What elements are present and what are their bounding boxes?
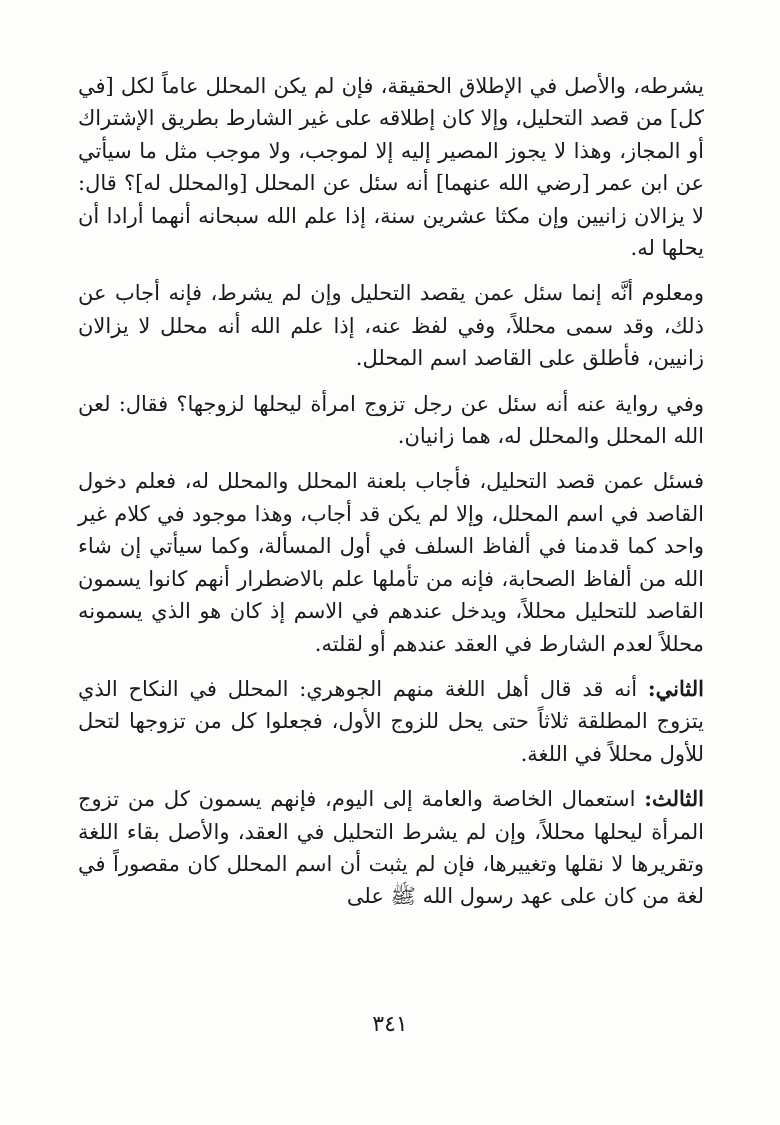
paragraph-text: يشرطه، والأصل في الإطلاق الحقيقة، فإن لم يكن المحلل عاماً لكل [في كل] من قصد التحليل، وإلا كان إطلاقه على غير الشارط بطريق الإشتراك أو المجاز، وهذا لا يجوز المصير إليه إلا لموجب، ولا موجب مثل ما سيأتي عن ابن عمر [رضي الله عنهما] أنه سئل عن المحلل [والمحلل له]؟ قال: لا يزالان زانيين وإن مكثا عشرين سنة، إذا علم الله سبحانه أنهما أرادا أن يحلها له. [78,74,704,261]
second-point-text: أنه قد قال أهل اللغة منهم الجوهري: المحلل في النكاح الذي يتزوج المطلقة ثلاثاً حتى يحل للزوج الأول، فجعلوا كل من تزوجها لتحل للأول محللاً في اللغة. [78,676,704,766]
paragraph-third-point [78,783,704,913]
page-body [78,70,704,926]
third-point-text: استعمال الخاصة والعامة إلى اليوم، فإنهم يسمون كل من تزوج المرأة ليحلها محللاً، وإن لم يشرط التحليل في العقد، والأصل بقاء اللغة وتقريرها لا نقلها وتغييرها، فإن لم يثبت أن اسم المحلل كان مقصوراً في لغة من كان على عهد رسول الله ﷺ على [78,787,704,909]
third-point-heading: الثالث: [644,786,704,812]
paragraph-4 [78,465,704,659]
paragraph-1 [78,70,704,264]
paragraph-text: فسئل عمن قصد التحليل، فأجاب بلعنة المحلل والمحلل له، فعلم دخول القاصد في اسم المحلل، وإلا لم يكن قد أجاب، وهذا موجود في كلام غير واحد كما قدمنا في ألفاظ السلف في أول المسألة، وكما سيأتي إن شاء الله من ألفاظ الصحابة، فإنه من تأملها علم بالاضطرار أنهم كانوا يسمون القاصد للتحليل محللاً، ويدخل عندهم في الاسم إذ كان هو الذي يسمونه محللاً لعدم الشارط في العقد عندهم أو لقلته. [78,469,704,656]
second-point-heading: الثاني: [647,675,704,701]
paragraph-text: وفي رواية عنه أنه سئل عن رجل تزوج امرأة ليحلها لزوجها؟ فقال: لعن الله المحلل والمحلل له، هما زانيان. [78,391,704,449]
paragraph-2 [78,277,704,374]
page-number: ٣٤١ [372,1012,408,1037]
paragraph-second-point [78,673,704,770]
paragraph-text: ومعلوم أنَّه إنما سئل عمن يقصد التحليل وإن لم يشرط، فإنه أجاب عن ذلك، وقد سمى محللاً، وفي لفظ عنه، إذا علم الله أنه محلل لا يزالان زانيين، فأطلق على القاصد اسم المحلل. [78,281,704,371]
paragraph-3 [78,388,704,453]
